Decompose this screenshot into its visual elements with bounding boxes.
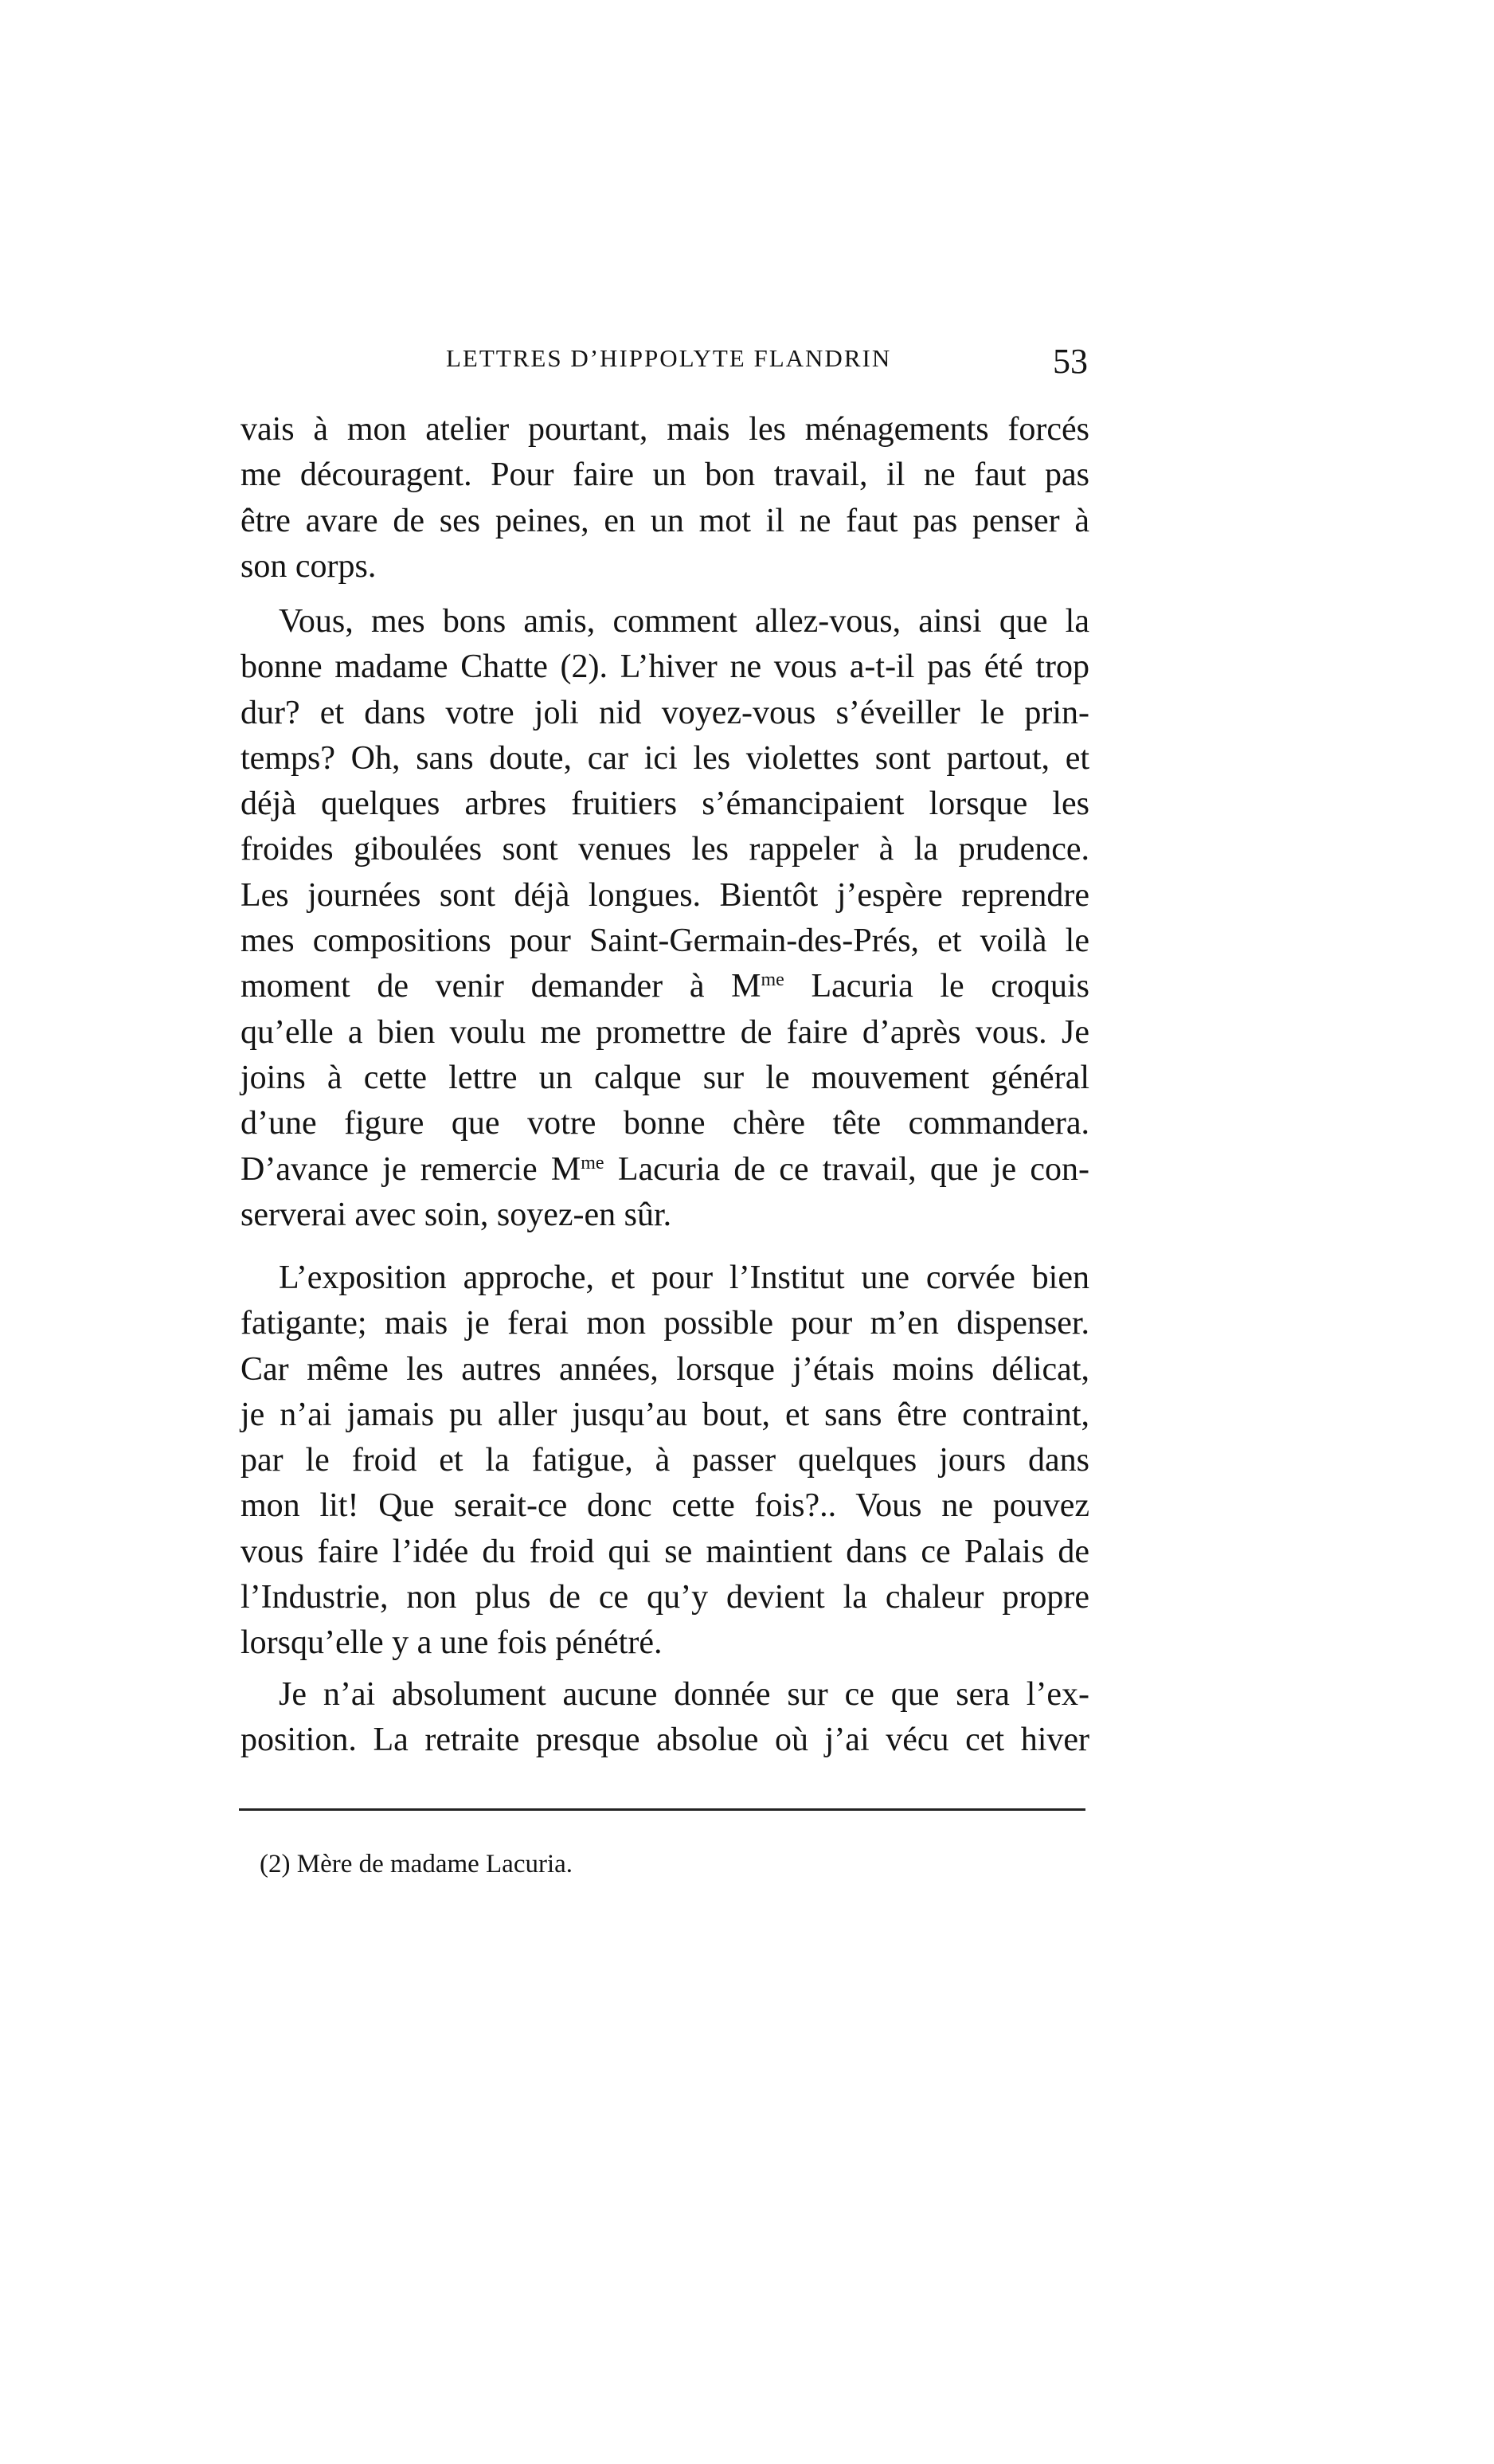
superscript: me [581,1152,604,1173]
text-line: mes compositions pour Saint-Germain-des-Prés, et voilà le [241,923,1089,960]
paragraph-3 [241,1256,1089,1667]
text-line: D’avance je remercie $M^{me}$ Lacuria de ce travail, que je con- [241,1150,1089,1188]
text-line: L’exposition approche, et pour l’Institut une corvée bien [279,1259,1089,1296]
text-line: Car même les autres années, lorsque j’étais moins délicat, [241,1350,1089,1388]
text-line: son corps. [241,547,377,585]
text-line: d’une figure que votre bonne chère tête commandera. [241,1105,1089,1142]
text-line: froides giboulées sont venues les rappeler à la prudence. [241,831,1089,868]
text-line: Vous, mes bons amis, comment allez-vous, ainsi que la [279,603,1089,640]
text-line: Je n’ai absolument aucune donnée sur ce que sera l’ex- [279,1676,1089,1713]
text-line: serverai avec soin, soyez-en sûr. [241,1196,672,1233]
paragraph-2 [241,599,1089,1238]
text-line: position. La retraite presque absolue où j’ai vécu cet hiver [241,1722,1089,1759]
text-line: qu’elle a bien voulu me promettre de faire d’après vous. Je [241,1013,1089,1051]
paragraph-1 [241,407,1089,590]
text-line: par le froid et la fatigue, à passer quelques jours dans [241,1442,1089,1479]
paragraph-4 [241,1672,1089,1764]
text-line: joins à cette lettre un calque sur le mouvement général [241,1059,1089,1096]
text-line: vous faire l’idée du froid qui se maintient dans ce Palais de [241,1533,1089,1570]
text-line: mon lit! Que serait-ce donc cette fois?.. Vous ne pouvez [241,1487,1089,1525]
footnote: (2) Mère de madame Lacuria. [260,1850,573,1878]
text-line: être avare de ses peines, en un mot il ne faut pas penser à [241,502,1089,539]
text-line: lorsqu’elle y a une fois pénétré. [241,1624,663,1662]
running-head: LETTRES D’HIPPOLYTE FLANDRIN [446,344,892,372]
text-line: dur? et dans votre joli nid voyez-vous s’éveiller le prin- [241,694,1089,731]
text-line: moment de venir demander à $M^{me}$ Lacuria le croquis [241,968,1089,1005]
text-line: temps? Oh, sans doute, car ici les violettes sont partout, et [241,739,1089,777]
superscript: me [761,970,784,991]
text-line: Les journées sont déjà longues. Bientôt j’espère reprendre [241,876,1089,914]
text-line: fatigante; mais je ferai mon possible pour m’en dispenser. [241,1305,1089,1342]
text-line: déjà quelques arbres fruitiers s’émancipaient lorsque les [241,785,1089,823]
text-line: je n’ai jamais pu aller jusqu’au bout, et sans être contraint, [241,1396,1089,1433]
text-line: vais à mon atelier pourtant, mais les ménagements forcés [241,411,1089,448]
footnote-rule [239,1808,1085,1811]
text-line: l’Industrie, non plus de ce qu’y devient la chaleur propre [241,1579,1089,1616]
text-line: bonne madame Chatte (2). L’hiver ne vous a-t-il pas été trop [241,648,1089,686]
page-number: 53 [1053,342,1088,381]
text-line: me découragent. Pour faire un bon travail, il ne faut pas [241,456,1089,494]
